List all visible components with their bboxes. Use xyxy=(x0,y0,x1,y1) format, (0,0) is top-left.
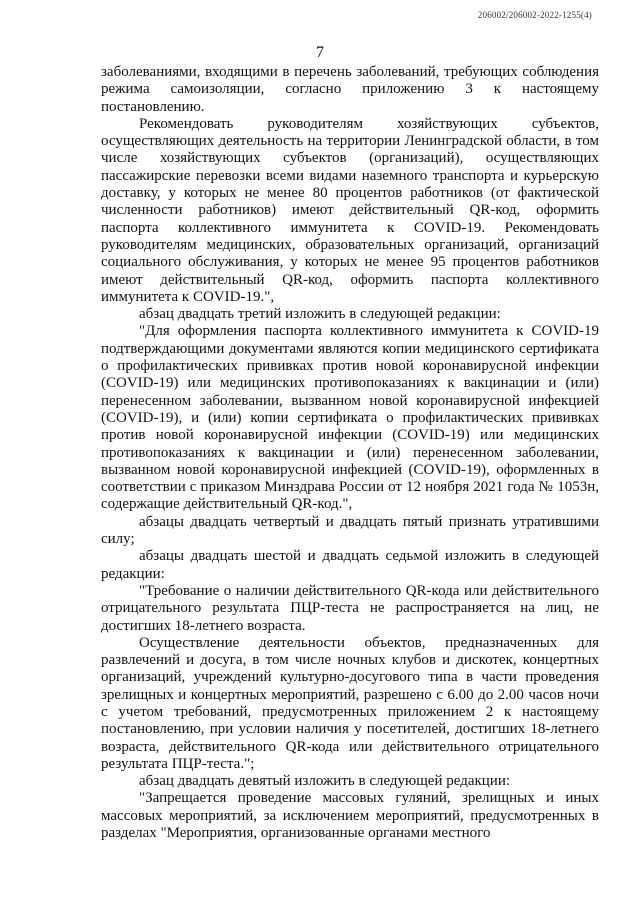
paragraph: абзацы двадцать четвертый и двадцать пятый признать утратившими силу; xyxy=(101,513,599,548)
paragraph: "Запрещается проведение массовых гуляний, зрелищных и иных массовых мероприятий, за исключением мероприятий, предусмотренных в разделах "Мероприятия, организованные органами местного xyxy=(101,790,599,842)
paragraph: "Для оформления паспорта коллективного иммунитета к COVID-19 подтверждающими документами являются копии медицинского сертификата о профилактических прививках против новой коронавирусной инфекции (COVID-19) или медицинских противопоказаниях к вакцинации и (или) перенесенном заболевании, вызванном новой коронавирусной инфекцией (COVID-19), и (или) копии сертификата о профилактических прививках против новой коронавирусной инфекции (COVID-19) или медицинских противопоказаниях к вакцинации и (или) перенесенном заболевании, вызванном новой коронавирусной инфекцией (COVID-19), оформленных в соответствии с приказом Минздрава России от 12 ноября 2021 года № 1053н, содержащие действительный QR-код.", xyxy=(101,323,599,513)
paragraph: абзацы двадцать шестой и двадцать седьмой изложить в следующей редакции: xyxy=(101,548,599,582)
paragraph: абзац двадцать третий изложить в следующей редакции: xyxy=(139,306,501,323)
paragraph: заболеваниями, входящими в перечень заболеваний, требующих соблюдения режима самоизоляции, согласно приложению 3 к настоящему постановлению. xyxy=(101,64,599,115)
paragraph: Осуществление деятельности объектов, предназначенных для развлечений и досуга, в том числе ночных клубов и дискотек, концертных организаций, учреждений культурно-досугового типа в части проведения зрелищных и концертных мероприятий, разрешено с 6.00 до 2.00 часов ночи с учетом требований, предусмотренных приложением 2 к настоящему постановлению, при условии наличия у посетителей, достигших 18-летнего возраста, действительного QR-кода или действительного отрицательного результата ПЦР-теста."; xyxy=(101,634,599,772)
document-id: 206002/206002-2022-1255(4) xyxy=(477,10,592,20)
paragraph: "Требование о наличии действительного QR-кода или действительного отрицательного результата ПЦР-теста не распространяется на лиц, не достигших 18-летнего возраста. xyxy=(101,582,599,634)
paragraph: Рекомендовать руководителям хозяйствующих субъектов, осуществляющих деятельность на территории Ленинградской области, в том числе хозяйствующих субъектов (организаций), осуществляющих пассажирские перевозки всеми видами наземного транспорта и курьерскую доставку, у которых не менее 80 процентов работников (от фактической численности работников) имеют действительный QR-код, оформить паспорта коллективного иммунитета к COVID-19. Рекомендовать руководителям медицинских, образовательных организаций, организаций социального обслуживания, у которых не менее 95 процентов работников имеют действительный QR-код, оформить паспорта коллективного иммунитета к COVID-19.", xyxy=(101,115,599,305)
paragraph: абзац двадцать девятый изложить в следующей редакции: xyxy=(139,773,511,790)
body-text xyxy=(101,64,599,842)
page-number: 7 xyxy=(316,44,324,61)
